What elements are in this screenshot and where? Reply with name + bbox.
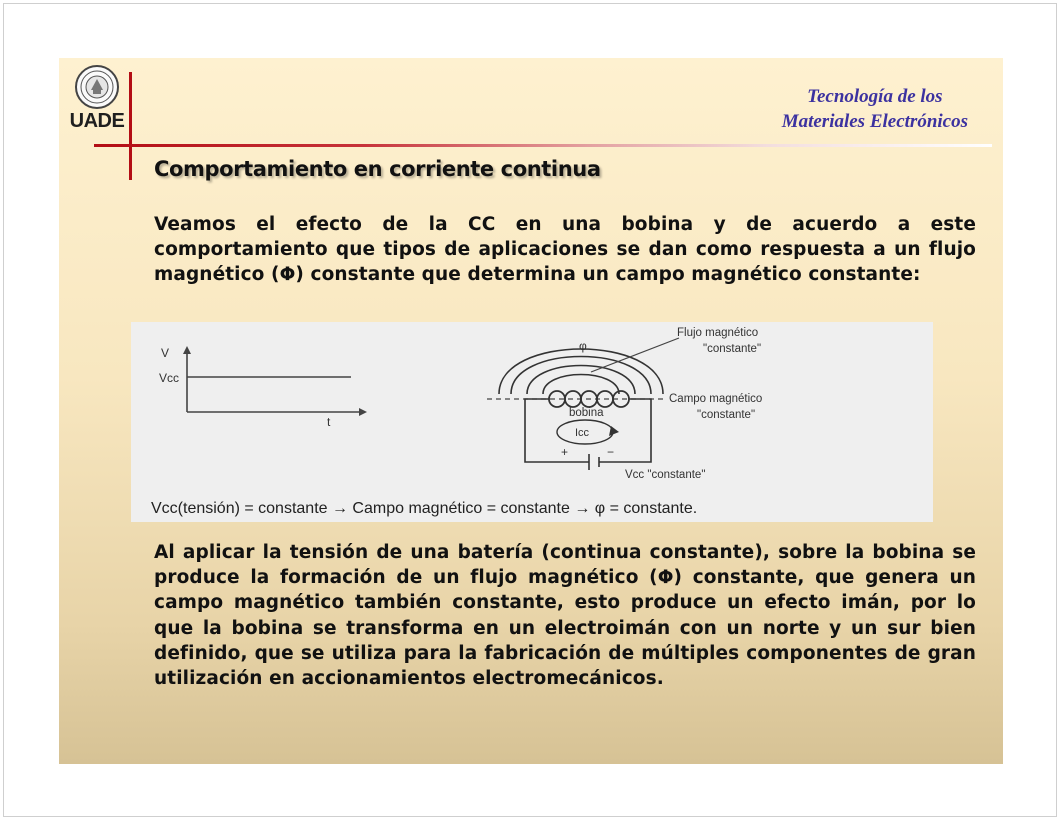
coil-dc-figure bbox=[131, 322, 933, 522]
intro-paragraph: Veamos el efecto de la CC en una bobina y de acuerdo a este comportamiento que tipos de aplicaciones se dan como respuesta a un flujo magnético (Φ) constante que determina un campo magnético constante: bbox=[154, 214, 976, 286]
field-label-line2: "constante" bbox=[697, 409, 756, 421]
flux-label-line1: Flujo magnético bbox=[677, 327, 759, 339]
battery-plus: + bbox=[561, 445, 569, 459]
graph-level-label: Vcc bbox=[159, 371, 180, 385]
flux-pointer bbox=[591, 338, 679, 372]
current-label: Icc bbox=[575, 427, 590, 439]
red-vertical-rule bbox=[129, 72, 132, 180]
battery-minus: − bbox=[607, 445, 615, 459]
graph-y-axis-label: V bbox=[161, 346, 170, 360]
flux-field-lines bbox=[499, 349, 663, 394]
relationship-equation: Vcc(tensión) = constante → Campo magnético = constante → φ = constante. bbox=[151, 500, 698, 517]
course-title-line1: Tecnología de los bbox=[807, 86, 943, 107]
field-label-line1: Campo magnético bbox=[669, 393, 763, 405]
university-seal-icon bbox=[74, 64, 120, 110]
source-label: Vcc "constante" bbox=[625, 469, 706, 481]
coil-label: bobina bbox=[569, 407, 604, 419]
logo-text: UADE bbox=[69, 110, 125, 132]
slide-title: Comportamiento en corriente continua bbox=[154, 157, 601, 181]
course-title-line2: Materiales Electrónicos bbox=[781, 111, 968, 132]
flux-label-line2: "constante" bbox=[703, 343, 762, 355]
uade-logo bbox=[68, 64, 126, 134]
graph-x-axis-label: t bbox=[327, 415, 331, 429]
red-horizontal-rule bbox=[94, 144, 992, 147]
flux-symbol: φ bbox=[579, 339, 587, 353]
course-title bbox=[782, 84, 968, 134]
voltage-time-graph bbox=[183, 346, 367, 416]
explanation-paragraph: Al aplicar la tensión de una batería (continua constante), sobre la bobina se produce la formación de un flujo magnético (Φ) constante, que genera un campo magnético también constante, esto produce un efecto imán, por lo que la bobina se transforma en un electroimán con un norte y un sur bien definido, que se utiliza para la fabricación de múltiples componentes de gran utilización en accionamientos electromecánicos. bbox=[154, 542, 976, 690]
